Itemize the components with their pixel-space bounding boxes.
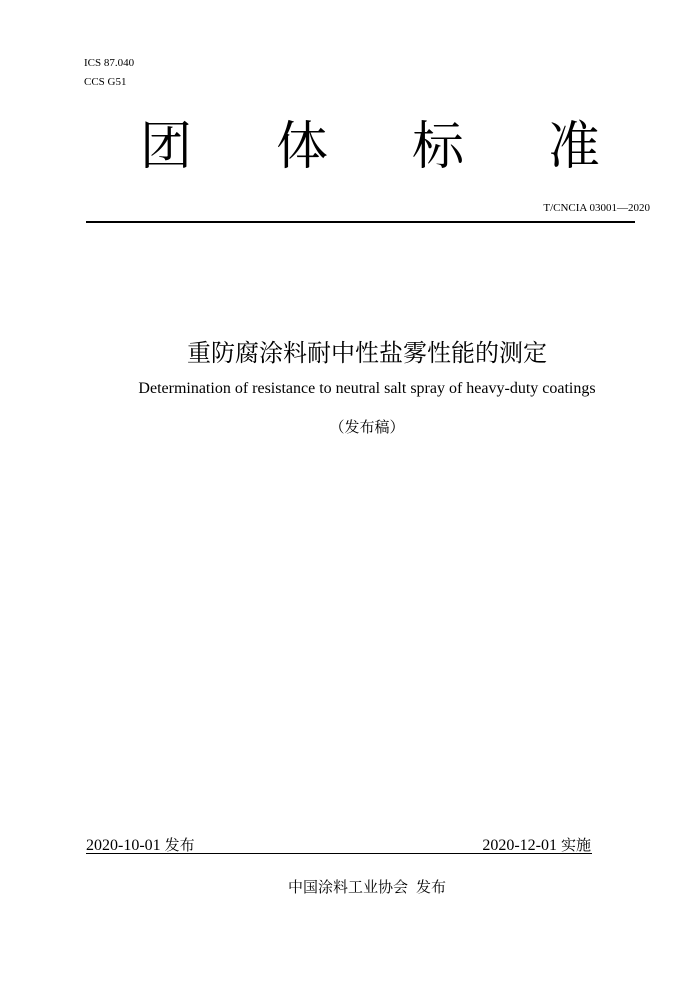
publish-date-block: [86, 834, 195, 855]
implement-label: 实施: [560, 836, 591, 854]
publish-label: 发布: [164, 836, 195, 854]
publisher-line: [0, 876, 700, 897]
publisher-name: 中国涂料工业协会: [287, 878, 408, 896]
implement-date-block: [482, 834, 591, 855]
header-divider: [86, 221, 635, 223]
implement-date: 2020-12-01: [482, 837, 557, 854]
heading-char-4: 准: [547, 117, 600, 177]
standard-number: T/CNCIA 03001—2020: [543, 202, 650, 214]
document-title-chinese: 重防腐涂料耐中性盐雾性能的测定: [187, 339, 547, 367]
heading-char-1: 团: [140, 117, 193, 177]
standard-type-heading: [140, 112, 600, 182]
ccs-code: CCS G51: [84, 76, 127, 88]
draft-status: （发布稿）: [329, 418, 405, 436]
document-title-english: Determination of resistance to neutral salt spray of heavy-duty coatings: [138, 380, 596, 397]
publisher-action: 发布: [416, 878, 447, 896]
publish-date: 2020-10-01: [86, 837, 161, 854]
heading-char-3: 标: [411, 117, 464, 177]
ics-code: ICS 87.040: [84, 57, 135, 69]
heading-char-2: 体: [275, 117, 328, 177]
footer-divider: [86, 853, 592, 854]
classification-codes: [84, 54, 134, 92]
